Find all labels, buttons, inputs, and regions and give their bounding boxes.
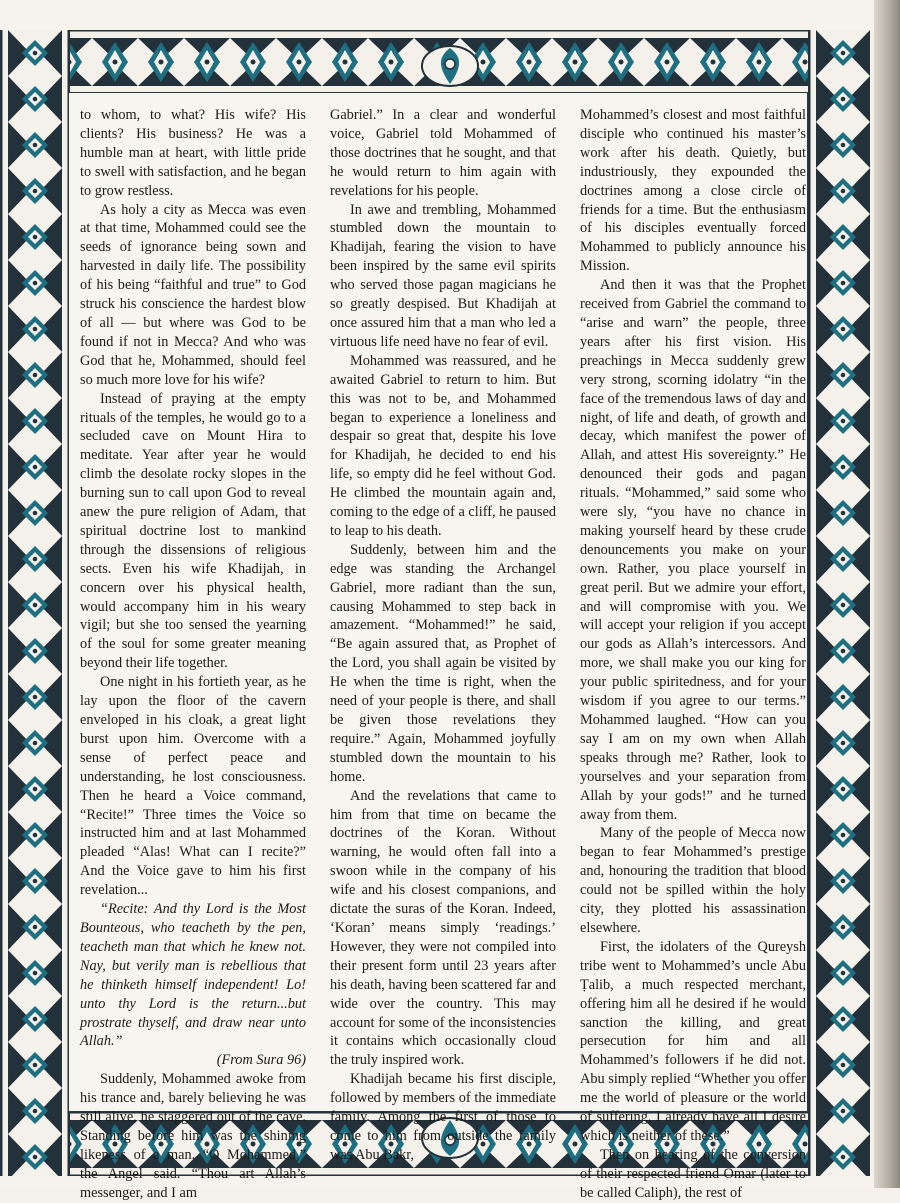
paragraph: First, the idolaters of the Qureysh tribe went to Mohammed’s uncle Abu Ṭalib, a much respected merchant, offering him all he desired if he would sanction the killing, and great persecution for him and all Mohammed’s followers if he did not. Abu simply replied “Whether you offer me the world of pleasure or the world of suffering, I already have all I desire which is neither of these.”	[580, 938, 806, 1144]
paragraph: Mohammed was reassured, and he awaited Gabriel to return to him. But this was not to be, and Mohammed began to experience a loneliness and despair so great that, despite his love for Khadijah, he decided to end his life, so empty did he feel without God. He climbed the mountain again and, coming to the edge of a cliff, he paused to leap to his death.	[330, 352, 556, 539]
column-3	[580, 106, 806, 1203]
paragraph: Instead of praying at the empty rituals of the temples, he would go to a secluded cave on Mount Hira to meditate. Year after year he would climb the desolate rocky slopes in the burning sun to call upon God to reveal anew the pure religion of Adam, that spiritual doctrine lost to mankind through the dissensions of religious sects. Even his wife Khadijah, in concern over his physical health, would accompany him in his weary vigil; but she too sensed the yearning of the soul for some greater meaning beyond their life together.	[80, 390, 306, 672]
left-ornamental-border	[0, 30, 70, 1176]
paragraph: Khadijah became his first disciple, followed by members of the immediate family. Among the first of those to come to him from outside the family was Abu Bakr,	[330, 1071, 556, 1163]
page-spine-shadow	[874, 0, 900, 1188]
quote-source: (From Sura 96)	[216, 1052, 306, 1069]
column-2	[330, 106, 556, 1165]
paragraph: Suddenly, between him and the edge was standing the Archangel Gabriel, more radiant than the sun, causing Mohammed to step back in amazement. “Mohammed!” he said, “Be again assured that, as Prophet of the Lord, you shall again be visited by He when the time is right, when the need of your people is there, and shall be given those revelations they require.” Again, Mohammed joyfully stumbled down the mountain to his home.	[330, 541, 556, 785]
top-center-ornament	[420, 42, 480, 90]
paragraph: And then it was that the Prophet received from Gabriel the command to “arise and warn” the people, three years after his first vision. His preachings in Mecca suddenly grew very strong, scorning idolatry “in the face of the tremendous laws of day and night, of life and death, of growth and decay, which manifest the power of Allah, and attest His sovereignty.” He denounced their gods and pagan rituals. “Mohammed,” said some who were sly, “you have no chance in making yourself heard by these crude denouncements you make on your own. Rather, you place yourself in great peril. But we admire your effort, and will compromise with you. We will accept your religion if you accept our gods as Allah’s intercessors. And more, we shall make you our king for your public spiritedness, and for your wisdom if you agree to our terms.” Mohammed laughed. “How can you say I am on my own when Allah speaks through me? Rather, look to yourselves and your separation from Allah by your gods!” and he turned away from them.	[580, 277, 806, 823]
paragraph: One night in his fortieth year, as he lay upon the floor of the cavern enveloped in his cloak, a great light burst upon him. Overcome with a sense of perfect peace and understanding, he lost consciousness. Then he heard a Voice command, “Recite!” Three times the Voice so instructed him and at last Mohammed pleaded “Alas! What can I recite?” And the Voice gave to him his first revelation...	[80, 674, 306, 899]
paragraph: Gabriel.” In a clear and wonderful voice, Gabriel told Mohammed of those doctrines that he sought, and that he would return to him again with revelations for his people.	[330, 107, 556, 199]
article-body	[80, 106, 808, 1201]
paragraph: As holy a city as Mecca was even at that time, Mohammed could see the seeds of ignorance being sown and harvested in daily life. The possibility of his being “faithful and true” to God struck his conscience the hardest blow of all — but where was God to be found if not in Mecca? And who was God that he, Mohammed, should feel so much more love for his wife?	[80, 201, 306, 388]
paragraph: And the revelations that came to him from that time on became the doctrines of the Koran. Without warning, he would often fall into a swoon while in the company of his wife and his closest companions, and dictate the suras of the Koran. Indeed, ‘Koran’ means simply ‘readings.’ However, they were not compiled into their present form until 23 years after his death, having been scattered far and wide over the country. This may account for some of the inconsistencies it contains which occasionally cloud the truly inspired work.	[330, 787, 556, 1069]
column-1	[80, 106, 306, 1203]
koran-quote: “Recite: And thy Lord is the Most Bounteous, who teacheth by the pen, teacheth man that which he knew not. Nay, but verily man is rebellious that he thinketh himself independent! Lo! unto thy Lord is the return...but prostrate thyself, and draw near unto Allah.”	[80, 901, 306, 1050]
paragraph: In awe and trembling, Mohammed stumbled down the mountain to Khadijah, fearing the vision to have been inspired by the same evil spirits who served those pagan magicians he so greatly despised. But Khadijah at once assured him that a man who led a virtuous life need have no fear of evil.	[330, 201, 556, 350]
paragraph: Many of the people of Mecca now began to fear Mohammed’s prestige and, honouring the tradition that blood could not be spilled within the holy city, they plotted his assassination elsewhere.	[580, 825, 806, 936]
paragraph: Mohammed’s closest and most faithful disciple who continued his master’s work after his death. Quietly, but industriously, they expounded the doctrines among a close circle of friends for a time. But the enthusiasm of his disciples eventually forced Mohammed to publicly announce his Mission.	[580, 107, 806, 275]
paragraph: to whom, to what? His wife? His clients? His business? He was a humble man at heart, with little pride to swell with satisfaction, and he began to grow restless.	[80, 107, 306, 199]
paragraph: Suddenly, Mohammed awoke from his trance and, barely believing he was still alive, he staggered out of the cave. Standing before him was the shining likeness of a man. “O Mohammed,” the Angel said. “Thou art Allah’s messenger, and I am	[80, 1071, 306, 1201]
right-ornamental-border	[808, 30, 874, 1176]
paragraph: Then on hearing of the conversion of their respected friend Omar (later to be called Caliph), the rest of	[580, 1146, 806, 1201]
